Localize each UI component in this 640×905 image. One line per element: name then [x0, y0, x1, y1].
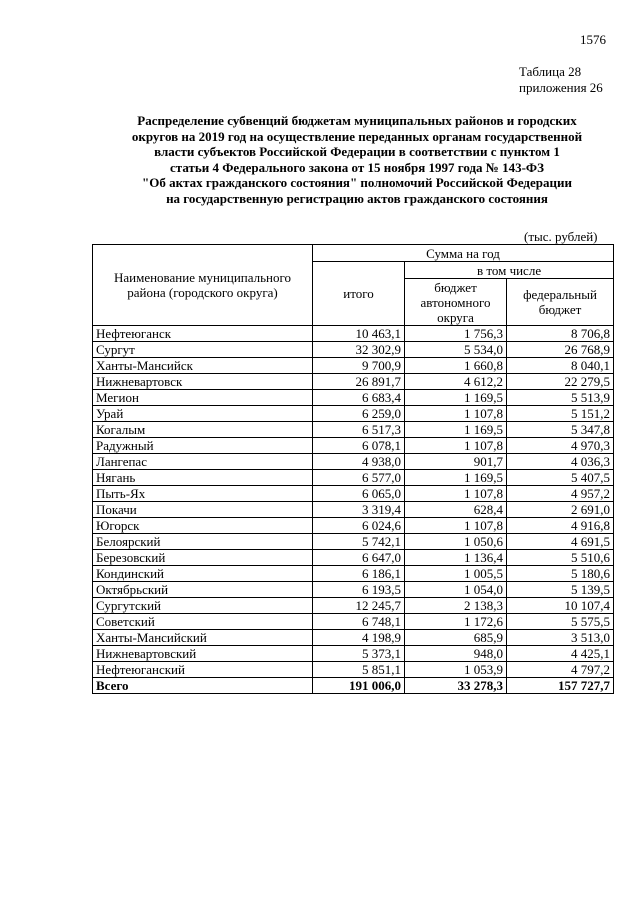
table-body: [93, 326, 614, 694]
header-federal-budget: федеральный бюджет: [507, 279, 614, 326]
total-cell: 6 259,0: [313, 406, 405, 422]
total-cell: 6 193,5: [313, 582, 405, 598]
district-name-cell: Урай: [93, 406, 313, 422]
district-name-cell: Березовский: [93, 550, 313, 566]
total-cell: 6 683,4: [313, 390, 405, 406]
total-cell: 6 078,1: [313, 438, 405, 454]
document-title: [92, 113, 622, 206]
header-sum-year: Сумма на год: [313, 245, 614, 262]
federal-budget-cell: 26 768,9: [507, 342, 614, 358]
table-row: [93, 438, 614, 454]
federal-budget-cell: 8 706,8: [507, 326, 614, 342]
district-name-cell: Мегион: [93, 390, 313, 406]
units-label: (тыс. рублей): [524, 229, 598, 244]
federal-budget-cell: 4 916,8: [507, 518, 614, 534]
district-name-cell: Когалым: [93, 422, 313, 438]
autonomous-budget-cell: 1 054,0: [405, 582, 507, 598]
federal-budget-cell: 5 347,8: [507, 422, 614, 438]
district-name-cell: Белоярский: [93, 534, 313, 550]
title-line: Распределение субвенций бюджетам муниципальных районов и городских: [137, 113, 577, 128]
header-name-column: Наименование муниципального района (городского округа): [93, 245, 313, 326]
district-name-cell: Нефтеюганский: [93, 662, 313, 678]
table-reference: [519, 64, 603, 96]
federal-budget-cell: 5 407,5: [507, 470, 614, 486]
title-line: на государственную регистрацию актов гражданского состояния: [166, 190, 548, 206]
district-name-cell: Пыть-Ях: [93, 486, 313, 502]
autonomous-budget-cell: 1 660,8: [405, 358, 507, 374]
total-cell: 6 024,6: [313, 518, 405, 534]
federal-budget-cell: 8 040,1: [507, 358, 614, 374]
autonomous-budget-cell: 33 278,3: [405, 678, 507, 694]
federal-budget-cell: 4 957,2: [507, 486, 614, 502]
autonomous-budget-cell: 1 107,8: [405, 406, 507, 422]
district-name-cell: Лангепас: [93, 454, 313, 470]
table-row: [93, 422, 614, 438]
autonomous-budget-cell: 1 107,8: [405, 518, 507, 534]
autonomous-budget-cell: 948,0: [405, 646, 507, 662]
district-name-cell: Радужный: [93, 438, 313, 454]
table-row: [93, 486, 614, 502]
district-name-cell: Советский: [93, 614, 313, 630]
federal-budget-cell: 4 970,3: [507, 438, 614, 454]
subvention-table: [92, 244, 614, 694]
autonomous-budget-cell: 1 107,8: [405, 486, 507, 502]
district-name-cell: Ханты-Мансийский: [93, 630, 313, 646]
autonomous-budget-cell: 1 169,5: [405, 390, 507, 406]
autonomous-budget-cell: 5 534,0: [405, 342, 507, 358]
table-row: [93, 470, 614, 486]
autonomous-budget-cell: 1 053,9: [405, 662, 507, 678]
total-row: [93, 678, 614, 694]
federal-budget-cell: 5 180,6: [507, 566, 614, 582]
total-cell: 10 463,1: [313, 326, 405, 342]
total-cell: 5 851,1: [313, 662, 405, 678]
total-cell: 32 302,9: [313, 342, 405, 358]
table-row: [93, 550, 614, 566]
federal-budget-cell: 157 727,7: [507, 678, 614, 694]
title-line: "Об актах гражданского состояния" полномочий Российской Федерации: [142, 175, 572, 190]
federal-budget-cell: 3 513,0: [507, 630, 614, 646]
table-row: [93, 534, 614, 550]
total-cell: 12 245,7: [313, 598, 405, 614]
table-row: [93, 614, 614, 630]
district-name-cell: Сургутский: [93, 598, 313, 614]
autonomous-budget-cell: 1 172,6: [405, 614, 507, 630]
federal-budget-cell: 4 036,3: [507, 454, 614, 470]
autonomous-budget-cell: 1 107,8: [405, 438, 507, 454]
table-row: [93, 518, 614, 534]
autonomous-budget-cell: 1 005,5: [405, 566, 507, 582]
total-cell: 4 198,9: [313, 630, 405, 646]
district-name-cell: Всего: [93, 678, 313, 694]
table-row: [93, 662, 614, 678]
total-cell: 4 938,0: [313, 454, 405, 470]
district-name-cell: Ханты-Мансийск: [93, 358, 313, 374]
autonomous-budget-cell: 628,4: [405, 502, 507, 518]
federal-budget-cell: 5 139,5: [507, 582, 614, 598]
title-line: власти субъектов Российской Федерации в соответствии с пунктом 1: [154, 144, 560, 159]
autonomous-budget-cell: 901,7: [405, 454, 507, 470]
table-row: [93, 326, 614, 342]
table-row: [93, 390, 614, 406]
total-cell: 6 065,0: [313, 486, 405, 502]
table-row: [93, 630, 614, 646]
total-cell: 6 748,1: [313, 614, 405, 630]
district-name-cell: Югорск: [93, 518, 313, 534]
district-name-cell: Октябрьский: [93, 582, 313, 598]
table-ref-line: приложения 26: [519, 80, 603, 95]
district-name-cell: Нефтеюганск: [93, 326, 313, 342]
table-row: [93, 502, 614, 518]
table-row: [93, 566, 614, 582]
federal-budget-cell: 4 425,1: [507, 646, 614, 662]
federal-budget-cell: 10 107,4: [507, 598, 614, 614]
page-number: 1576: [580, 32, 606, 47]
total-cell: 9 700,9: [313, 358, 405, 374]
federal-budget-cell: 4 691,5: [507, 534, 614, 550]
title-line: статьи 4 Федерального закона от 15 ноября 1997 года № 143-ФЗ: [170, 159, 544, 175]
federal-budget-cell: 2 691,0: [507, 502, 614, 518]
table-row: [93, 582, 614, 598]
table-row: [93, 646, 614, 662]
total-cell: 6 186,1: [313, 566, 405, 582]
total-cell: 191 006,0: [313, 678, 405, 694]
district-name-cell: Нягань: [93, 470, 313, 486]
federal-budget-cell: 5 151,2: [507, 406, 614, 422]
autonomous-budget-cell: 1 169,5: [405, 422, 507, 438]
autonomous-budget-cell: 2 138,3: [405, 598, 507, 614]
table-ref-line: Таблица 28: [519, 64, 582, 79]
header-total: итого: [313, 262, 405, 326]
header-including: в том числе: [405, 262, 614, 279]
federal-budget-cell: 22 279,5: [507, 374, 614, 390]
autonomous-budget-cell: 1 136,4: [405, 550, 507, 566]
autonomous-budget-cell: 1 169,5: [405, 470, 507, 486]
table-row: [93, 454, 614, 470]
autonomous-budget-cell: 1 050,6: [405, 534, 507, 550]
autonomous-budget-cell: 4 612,2: [405, 374, 507, 390]
district-name-cell: Нижневартовск: [93, 374, 313, 390]
total-cell: 6 647,0: [313, 550, 405, 566]
title-line: округов на 2019 год на осуществление переданных органам государственной: [131, 128, 583, 144]
total-cell: 5 373,1: [313, 646, 405, 662]
autonomous-budget-cell: 685,9: [405, 630, 507, 646]
total-cell: 3 319,4: [313, 502, 405, 518]
header-autonomous-budget: бюджет автономного округа: [405, 279, 507, 326]
table-row: [93, 374, 614, 390]
total-cell: 6 517,3: [313, 422, 405, 438]
district-name-cell: Сургут: [93, 342, 313, 358]
federal-budget-cell: 5 510,6: [507, 550, 614, 566]
table-row: [93, 358, 614, 374]
federal-budget-cell: 4 797,2: [507, 662, 614, 678]
table-row: [93, 598, 614, 614]
table-row: [93, 342, 614, 358]
autonomous-budget-cell: 1 756,3: [405, 326, 507, 342]
table-row: [93, 406, 614, 422]
total-cell: 5 742,1: [313, 534, 405, 550]
total-cell: 26 891,7: [313, 374, 405, 390]
total-cell: 6 577,0: [313, 470, 405, 486]
federal-budget-cell: 5 575,5: [507, 614, 614, 630]
federal-budget-cell: 5 513,9: [507, 390, 614, 406]
district-name-cell: Нижневартовский: [93, 646, 313, 662]
district-name-cell: Покачи: [93, 502, 313, 518]
district-name-cell: Кондинский: [93, 566, 313, 582]
